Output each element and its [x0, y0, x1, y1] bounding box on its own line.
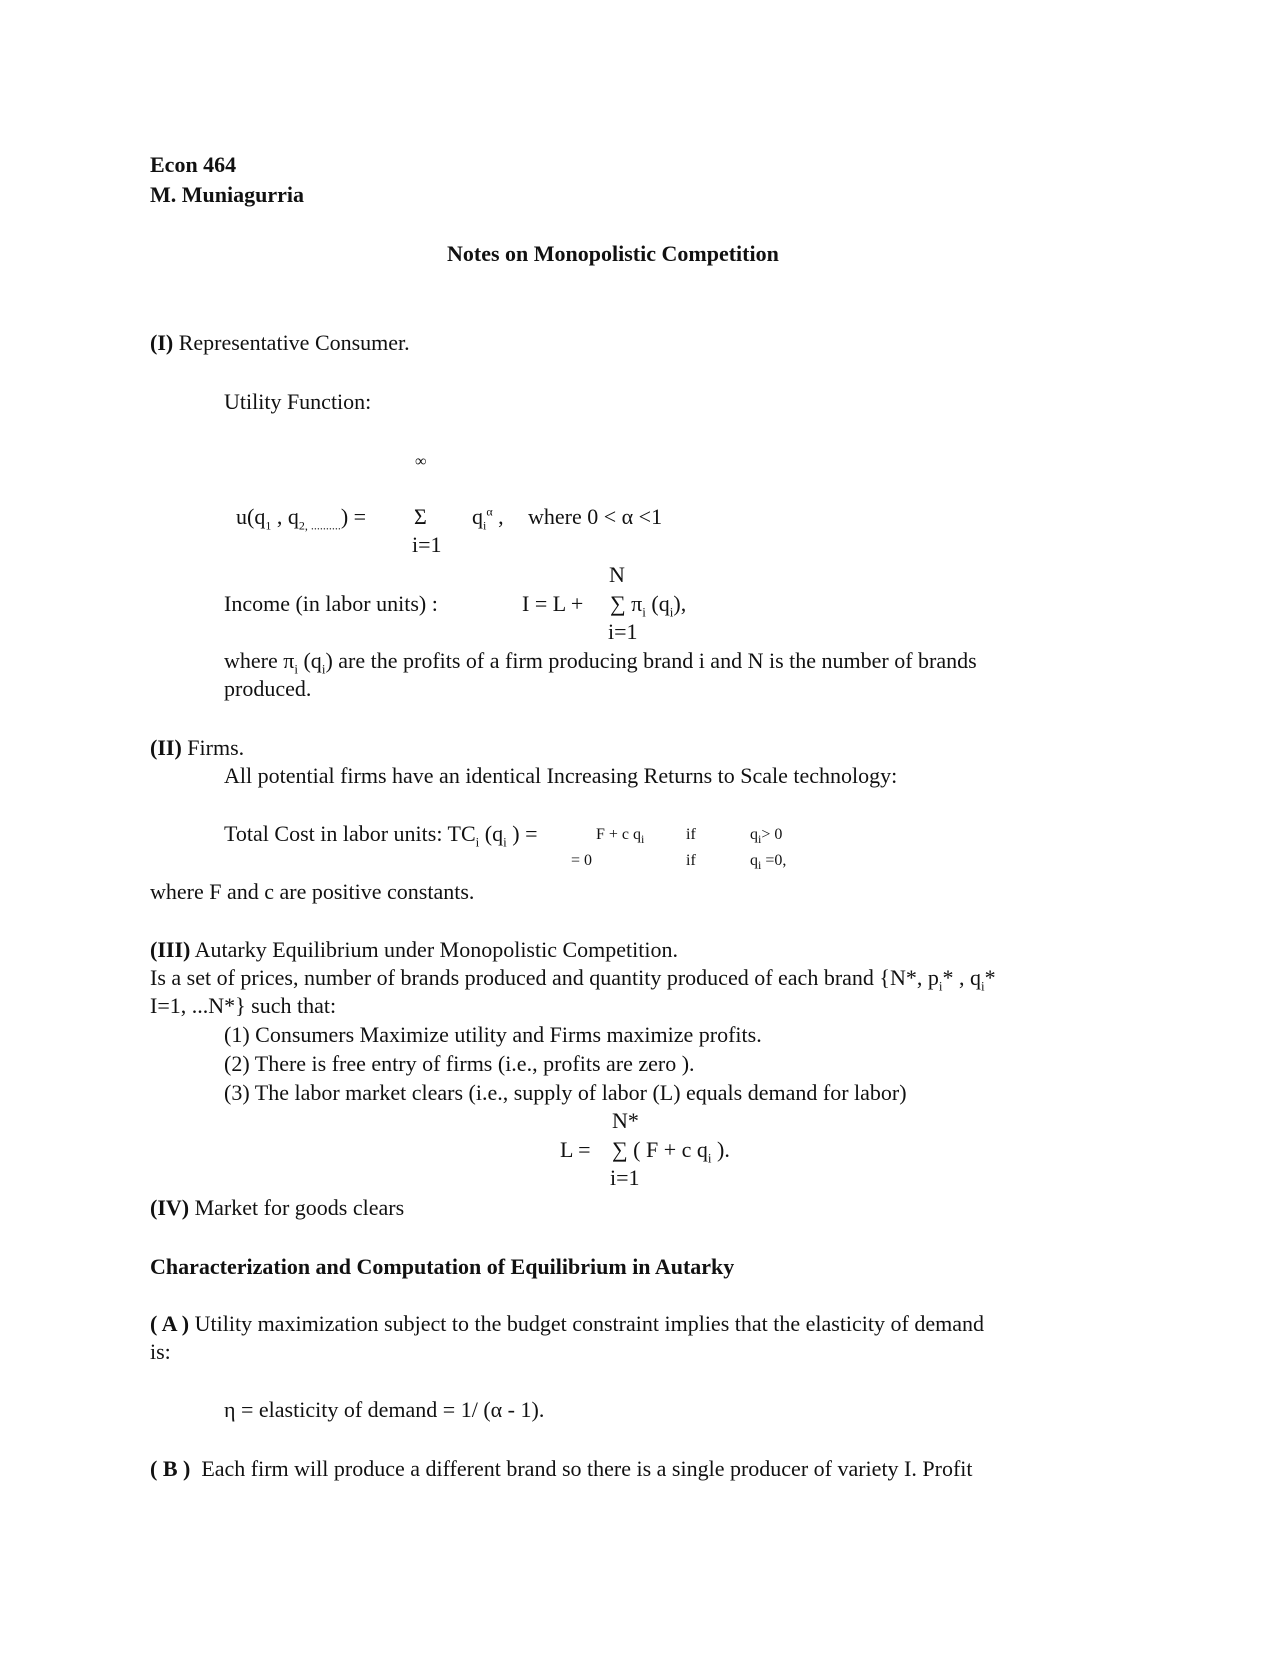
utility-term: $q_i^\alpha$ , [472, 504, 504, 533]
income-upper-limit: N [609, 562, 625, 587]
income-label: Income (in labor units) : [224, 591, 438, 616]
sum-upper-limit: ∞ [415, 453, 427, 470]
constants-note: where F and c are positive constants. [150, 879, 475, 904]
profit-description-cont: produced. [224, 676, 312, 701]
section-2-heading: (II) Firms. [150, 735, 245, 760]
condition-item-1: (1) Consumers Maximize utility and Firms maximize profits. [224, 1022, 762, 1047]
elasticity-equation: η = elasticity of demand = 1/ (α - 1). [224, 1397, 545, 1422]
total-cost-label: Total Cost in labor units: $TC_i$ ($q_i$ ) = [224, 821, 538, 850]
utility-lhs: $u(q_1$ , $q_{2, ..........}$) = [236, 504, 367, 533]
labor-equation-lhs: L = [560, 1137, 591, 1162]
profit-description: where $\pi_i$ $(q_i)$ are the profits of a firm producing brand i and N is the number of brands [224, 648, 977, 677]
cost-case-1-if: if [686, 826, 696, 843]
cost-case-1-expr: F + c $q_i$ [596, 826, 645, 847]
course-title: Econ 464 [150, 152, 237, 177]
income-sum: ∑ $\pi_i$ $(q_i)$, [610, 591, 687, 620]
labor-lower-limit: i=1 [610, 1165, 640, 1190]
technology-line: All potential firms have an identical Increasing Returns to Scale technology: [224, 763, 898, 788]
cost-case-2-expr: = 0 [571, 852, 593, 869]
income-equation: I = L + [522, 591, 584, 616]
section-3-heading: (III) Autarky Equilibrium under Monopolistic Competition. [150, 937, 678, 962]
cost-case-1-cond: $q_i> 0$ [750, 826, 783, 847]
condition-item-2: (2) There is free entry of firms (i.e., profits are zero ). [224, 1051, 695, 1076]
utility-label: Utility Function: [224, 389, 372, 414]
sigma-symbol: Σ [414, 504, 427, 529]
section-1-heading: (I) Representative Consumer. [150, 330, 410, 355]
page-title: Notes on Monopolistic Competition [447, 241, 779, 266]
equilibrium-definition-cont: I=1, ...N*} such that: [150, 993, 337, 1018]
alpha-condition: where 0 < α <1 [528, 504, 663, 529]
income-lower-limit: i=1 [608, 619, 638, 644]
part-b-text: ( B ) Each firm will produce a different brand so there is a single producer of variety I. Profit [150, 1456, 973, 1481]
condition-item-3: (3) The labor market clears (i.e., supply of labor (L) equals demand for labor) [224, 1080, 907, 1105]
sum-lower-limit: i=1 [412, 532, 442, 557]
characterization-heading: Characterization and Computation of Equilibrium in Autarky [150, 1254, 735, 1279]
cost-case-2-cond: $q_i =0$, [750, 852, 787, 873]
author-name: M. Muniagurria [150, 182, 304, 207]
equilibrium-definition: Is a set of prices, number of brands produced and quantity produced of each brand {N*, $p_i*$ , $q_i*$ [150, 965, 996, 994]
part-a-text: ( A ) Utility maximization subject to the budget constraint implies that the elasticity of demand [150, 1311, 985, 1336]
labor-sum: ∑ ( F + c $q_i$ ). [612, 1137, 730, 1166]
cost-case-2-if: if [686, 852, 696, 869]
section-4-heading: (IV) Market for goods clears [150, 1195, 405, 1220]
labor-upper-limit: N* [612, 1108, 639, 1133]
part-a-text-cont: is: [150, 1339, 171, 1364]
